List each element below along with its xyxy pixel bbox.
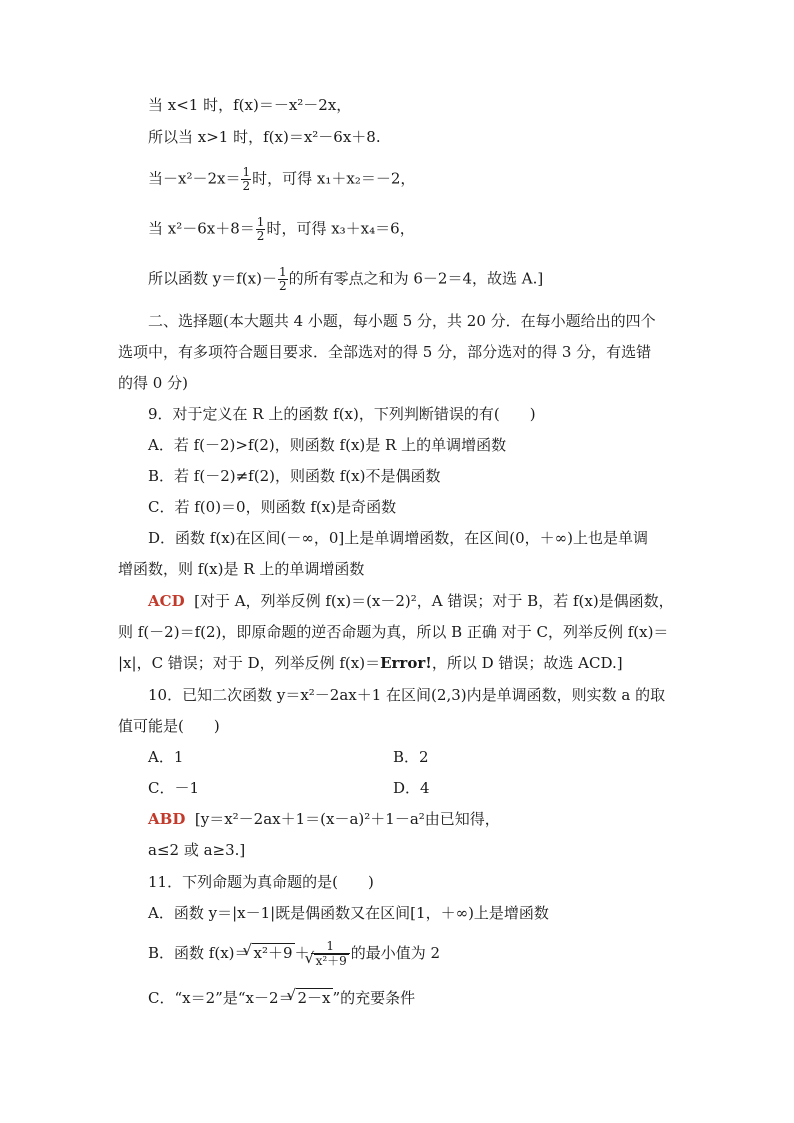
solution-line-4-pre: 当 x²－6x＋8＝ [148,219,255,238]
question-9-explanation-line-3 [118,654,623,672]
question-11-option-b-post: 的最小值为 2 [350,944,441,962]
error-text: Error! [380,654,432,672]
question-11-stem: 11．下列命题为真命题的是( ) [148,873,374,891]
fraction-denominator [311,954,350,968]
sqrt-expression: √ x²＋9 [314,954,349,968]
sqrt-expression: √ x²＋9 [252,943,295,962]
fraction-reciprocal-sqrt [311,940,350,968]
question-9-stem: 9．对于定义在 R 上的函数 f(x)，下列判断错误的有( ) [148,405,536,423]
solution-line-4-post: 时，可得 x₃＋x₄＝6， [266,219,415,238]
question-9-exp-3-post: ，所以 D 错误；故选 ACD.] [431,654,623,672]
solution-line-4 [148,216,415,243]
question-9-exp-3-pre: |x|，C 错误；对于 D，列举反例 f(x)＝ [118,654,381,672]
fraction-numerator: 1 [311,940,350,954]
question-10-explanation-line-2: a≤2 或 a≥3.] [148,841,246,859]
question-10-option-a: A．1 [148,748,184,766]
fraction-numerator: 1 [278,265,287,279]
solution-line-2: 所以当 x>1 时，f(x)＝x²－6x＋8. [148,128,381,146]
solution-line-3-pre: 当－x²－2x＝ [148,169,241,188]
fraction-numerator: 1 [256,215,265,229]
question-10-answer: ABD [148,810,186,828]
section-2-line-3: 的得 0 分) [118,374,188,392]
question-10-option-b: B．2 [393,748,429,766]
question-9-option-b: B．若 f(－2)≠f(2)，则函数 f(x)不是偶函数 [148,467,441,485]
fraction-one-half [256,216,266,243]
fraction-one-half [278,266,288,293]
question-11-option-c-pre: C．“x＝2”是“x－2＝ [148,989,294,1007]
plus-sign: ＋ [294,944,310,962]
solution-line-3 [148,166,415,193]
solution-line-5-pre: 所以函数 y＝f(x)－ [148,269,277,288]
question-9-explanation-line-2: 则 f(－2)＝f(2)，即原命题的逆否命题为真，所以 B 正确 对于 C，列举反例 f(x)＝ [118,623,669,641]
fraction-numerator: 1 [242,165,251,179]
question-9-option-a: A．若 f(－2)>f(2)，则函数 f(x)是 R 上的单调增函数 [148,436,507,454]
question-11-option-c [148,988,415,1007]
question-9-explanation-line-1 [148,592,674,610]
question-9-option-d-line-1: D．函数 f(x)在区间(－∞，0]上是单调增函数，在区间(0，＋∞)上也是单调 [148,529,648,547]
question-9-answer: ACD [148,592,185,610]
question-10-option-c: C．－1 [148,779,200,797]
solution-line-1: 当 x<1 时，f(x)＝－x²－2x， [148,96,352,114]
question-11-option-a: A．函数 y＝|x－1|既是偶函数又在区间[1，＋∞)上是增函数 [148,904,549,922]
solution-line-3-post: 时，可得 x₁＋x₂＝－2， [252,169,416,188]
question-9-option-d-line-2: 增函数，则 f(x)是 R 上的单调增函数 [118,560,365,578]
section-2-line-2: 选项中，有多项符合题目要求．全部选对的得 5 分，部分选对的得 3 分，有选错 [118,343,652,361]
fraction-denominator: 2 [242,179,251,193]
question-10-explanation-line-1 [148,810,500,828]
question-10-stem-line-2: 值可能是( ) [118,717,220,735]
solution-line-5-post: 的所有零点之和为 6－2＝4，故选 A.] [288,269,544,288]
question-9-exp-1: [对于 A，列举反例 f(x)＝(x－2)²，A 错误；对于 B，若 f(x)是偶函数， [194,592,674,610]
solution-line-5 [148,266,543,293]
sqrt-expression: √ 2－x [296,988,333,1007]
question-10-option-d: D．4 [393,779,430,797]
fraction-one-half [241,166,251,193]
question-11-option-c-post: ”的充要条件 [332,989,416,1007]
question-11-option-b-pre: B．函数 f(x)＝ [148,944,250,962]
section-2-line-1: 二、选择题(本大题共 4 小题，每小题 5 分，共 20 分．在每小题给出的四个 [148,312,656,330]
fraction-denominator: 2 [278,279,287,293]
question-10-stem-line-1: 10．已知二次函数 y＝x²－2ax＋1 在区间(2,3)内是单调函数，则实数 a 的取 [148,686,666,704]
question-9-option-c: C．若 f(0)＝0，则函数 f(x)是奇函数 [148,498,397,516]
question-11-option-b [148,940,440,968]
fraction-denominator: 2 [256,229,265,243]
question-10-exp-1: [y＝x²－2ax＋1＝(x－a)²＋1－a²由已知得， [194,810,500,828]
